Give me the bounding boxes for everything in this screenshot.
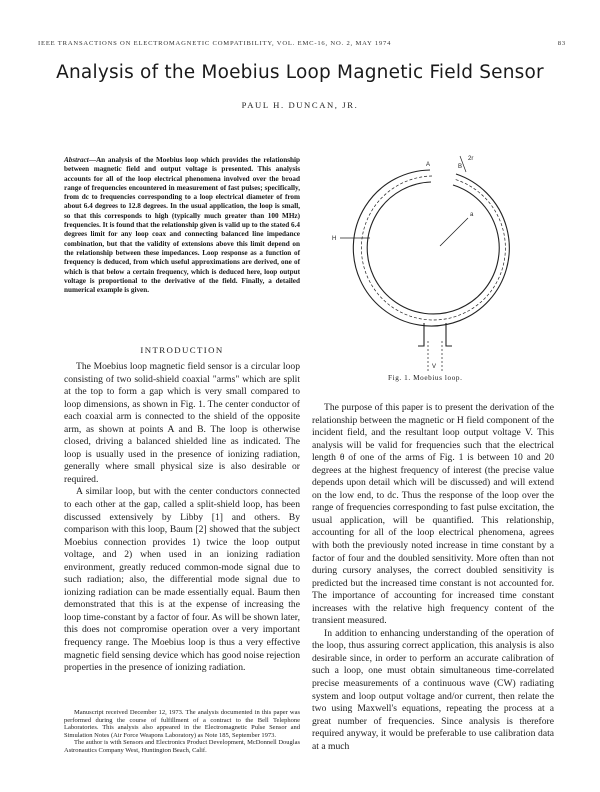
paragraph: The purpose of this paper is to present the derivation of the relationship between the magnetic or H field component of the incident field, and the resultant loop output voltage V. This analysis will be valid for frequencies such that the electrical length θ of one of the arms of Fig. 1 is between 10 and 20 degrees at the highest frequency of interest (the precise value depends upon detail which will be discussed) and will extend on the low end, to dc. Thus the response of the loop over the range of frequencies corresponding to fast pulse excitation, the usual application, will be quantified. This relationship, accounting for all of the loop electrical phenomena, agrees with both the previously noted increase in time constant by a factor of four and the doubled sensitivity. More often than not during cursory analyses, the correct doubled sensitivity is predicted but the increased time constant is not accounted for. The importance of accounting for increased time constant increases with the relative high frequency content of the transient measured. [312,402,554,627]
paragraph: In addition to enhancing understanding of the operation of the loop, thus assuring correct application, this analysis is also desirable since, in order to perform an accurate calibration of such a loop, one must obtain simultaneous time-correlated precise measurements of a continuous wave (CW) radiating system and loop output voltage and/or current, then relate the two using Maxwell's equations, repeating the process at a great number of frequencies. Since analysis is therefore required anyway, it would be preferable to use calibration data at a much [312,627,554,752]
loop-outer-arc [353,170,509,326]
section-heading-introduction: INTRODUCTION [140,345,224,355]
radius-line [440,218,468,246]
right-column-body [312,402,554,753]
paper-title: Analysis of the Moebius Loop Magnetic Field Sensor [56,62,544,83]
running-header [38,40,566,47]
feed-stem-right [446,323,452,346]
figure-moebius-loop [330,146,540,376]
paragraph: A similar loop, but with the center conductors connected to each other at the gap, called a split-shield loop, has been discussed extensively by Libby [1] and others. By comparison with this loop, Baum [2] showed that the subject Moebius connection provides 1) twice the loop output voltage, and 2) when used in an ionizing radiation environment, greatly reduced common-mode signal due to such radiation; also, the differential mode signal due to ionizing radiation can be made essentially equal. Baum then demonstrated that this is at the expense of increasing the loop time-constant by a factor of four. As will be shown later, this does not compromise operation over a very important frequency range. The Moebius loop is thus a very effective magnetic field sensing device which has good noise rejection properties in the presence of ionizing radiation. [64,486,300,674]
loop-inner-arc [367,182,499,314]
label-a: A [426,162,431,168]
page-number: 83 [557,40,566,47]
moebius-loop-diagram [330,146,540,376]
footnote-affiliation: The author is with Sensors and Electronics Product Development, McDonnell Douglas Astronautics Company West, Huntington Beach, Calif. [64,739,300,754]
label-gap: 2r [468,156,474,162]
abstract-label: Abstract [64,156,89,164]
journal-line: IEEE TRANSACTIONS ON ELECTROMAGNETIC COMPATIBILITY, VOL. EMC-16, NO. 2, MAY 1974 [38,40,392,47]
label-radius: a [470,212,474,218]
abstract-text: —An analysis of the Moebius loop which provides the relationship between magnetic field and output voltage is presented. This analysis accounts for all of the loop electrical phenomena involved over the broad range of frequencies encountered in measurement of fast pulses; specifically, from dc to frequencies corresponding to a loop electrical diameter of from about 6.4 degrees to 12.8 degrees. In the usual application, the loop is small, so that this corresponds to high (typically much greater than 100 MHz) frequencies. It is found that the relationship given is valid up to the stated 6.4 degrees limit for any loop coax and connecting balanced line impedance combination, but that the validity of extensions above this limit depend on the relationship between these impedances. Loop response as a function of frequency is deduced, from which useful approximations are derived, one of which is that below a certain frequency, which is deduced here, loop output voltage is proportional to the derivative of the field. Finally, a detailed numerical example is given. [64,156,300,295]
footnote [64,709,300,755]
label-b: B [458,164,463,170]
label-field: H [332,236,337,242]
center-conductor [361,176,505,320]
paragraph: The Moebius loop magnetic field sensor is a circular loop consisting of two solid-shield coaxial "arms" which are split at the top to form a gap which is very small compared to loop dimensions, as shown in Fig. 1. The center conductor of each coaxial arm is connected to the shield of the opposite arm, as shown at points A and B. The loop is otherwise closed, driving a balanced shielded line as indicated. The loop is usually used in the presence of ionizing radiation, generally where small physical size is also desirable or required. [64,361,300,485]
left-column-body [64,361,300,675]
label-output: V [432,364,437,370]
abstract [64,156,300,295]
paper-author: PAUL H. DUNCAN, JR. [241,100,359,110]
feed-stem-left [418,323,424,346]
figure-caption: Fig. 1. Moebius loop. [388,374,463,382]
footnote-manuscript: Manuscript received December 12, 1973. The analysis documented in this paper was performed during the course of fulfillment of a contract to the Bell Telephone Laboratories. This analysis also appeared in the Electromagnetic Pulse Sensor and Simulation Notes (Air Force Weapons Laboratory) as Note 185, September 1973. [64,709,300,739]
